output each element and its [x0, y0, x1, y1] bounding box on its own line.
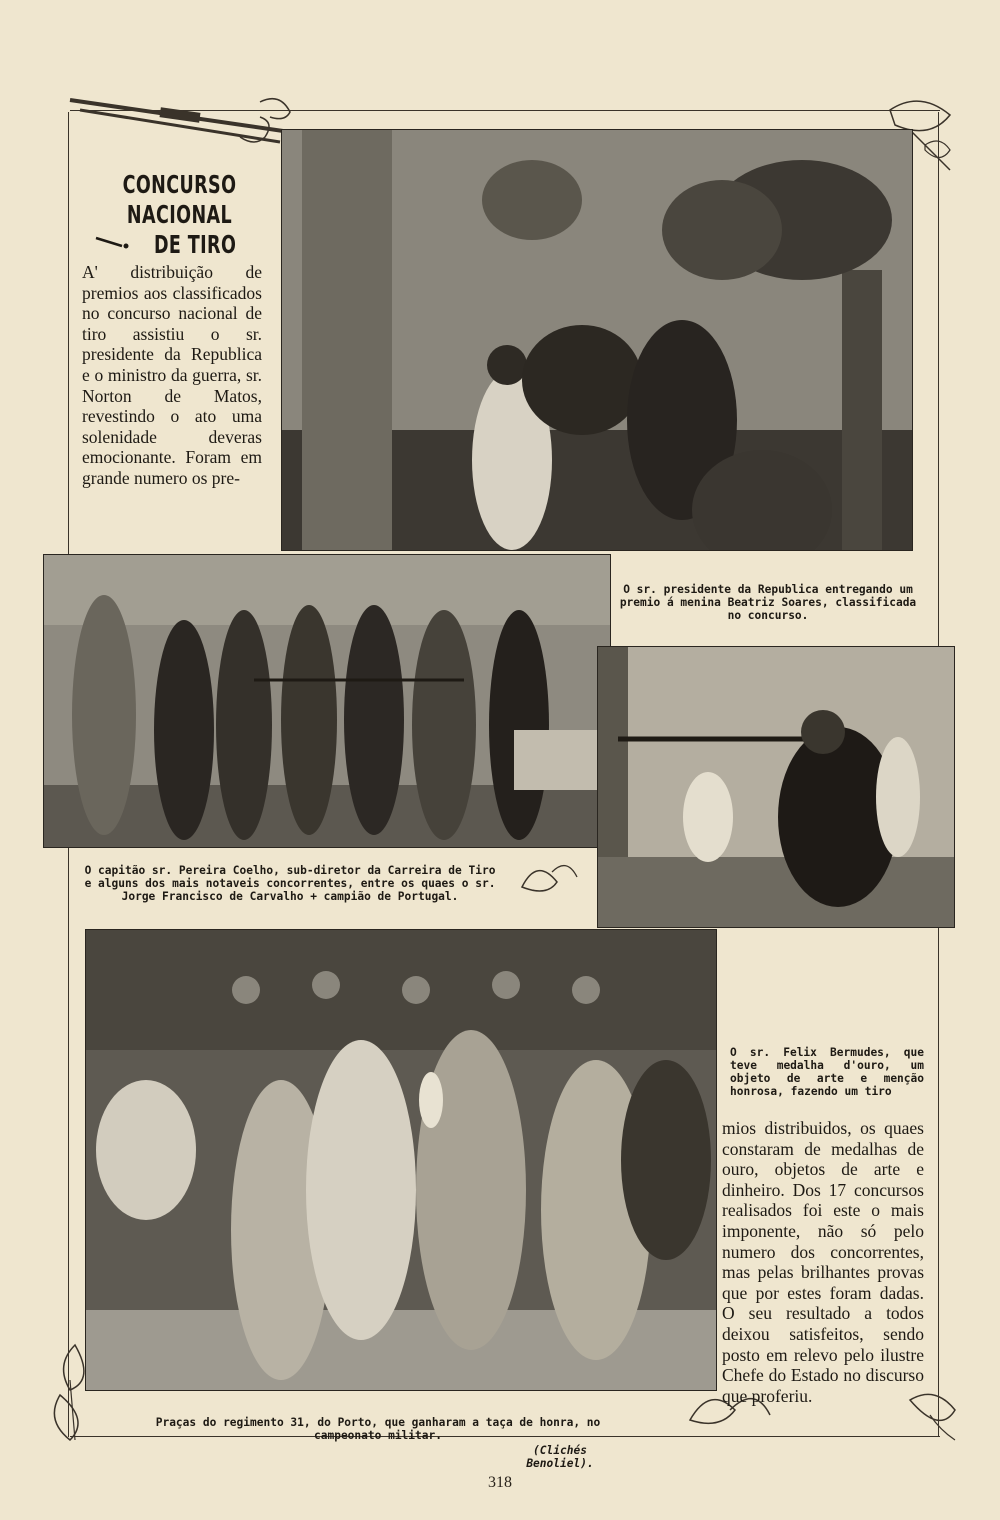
felix-bermudes-caption: O sr. Felix Bermudes, que teve medalha d'ouro, um objeto de arte e menção honrosa, fazendo um tiro: [730, 1046, 924, 1098]
prize-ceremony-caption: O sr. presidente da Republica entregando um premio á menina Beatriz Soares, classificada no concurso.: [619, 583, 917, 622]
shooters-group-caption: O capitão sr. Pereira Coelho, sub-diretor da Carreira de Tiro e alguns dos mais notaveis concorrentes, entre os quaes o sr. Jorge Francisco de Carvalho + campião de Portugal.: [84, 864, 496, 903]
regiment-caption: Praças do regimento 31, do Porto, que ganharam a taça de honra, no campeonato militar.: [155, 1416, 601, 1442]
photo-credit: (Clichés Benoliel).: [526, 1444, 594, 1470]
headline-flourish-icon: [94, 232, 130, 252]
regiment-31-photo: [86, 930, 716, 1390]
shooters-group-photo: [44, 555, 610, 847]
page-number: 318: [488, 1474, 512, 1491]
intro-paragraph: A' distribuição de premios aos classificados no concurso nacional de tiro assistiu o sr. presidente da Republica e o ministro da guerra, sr. Norton de Matos, revestindo o ato uma solenidade deveras emocionante. Foram em grande numero os pre-: [82, 262, 262, 488]
felix-bermudes-photo: [598, 647, 954, 927]
rifle-ornament-icon: [60, 82, 300, 152]
leaf-ornament-icon: [512, 852, 582, 902]
continuation-paragraph: mios distribuidos, os quaes constaram de medalhas de ouro, objetos de arte e dinheiro. Dos 17 concursos realisados foi este o mais imponente, não só pelo numero dos concorrentes, mas pelas brilhantes provas que por estes foram dadas. O seu resultado a todos deixou satisfeitos, sendo posto em relevo pelo ilustre Chefe do Estado no discurso que proferiu.: [722, 1118, 924, 1406]
prize-ceremony-photo: [282, 130, 912, 550]
headline-line-2: DE TIRO: [153, 230, 237, 259]
headline-line-1: CONCURSO NACIONAL: [122, 170, 237, 229]
